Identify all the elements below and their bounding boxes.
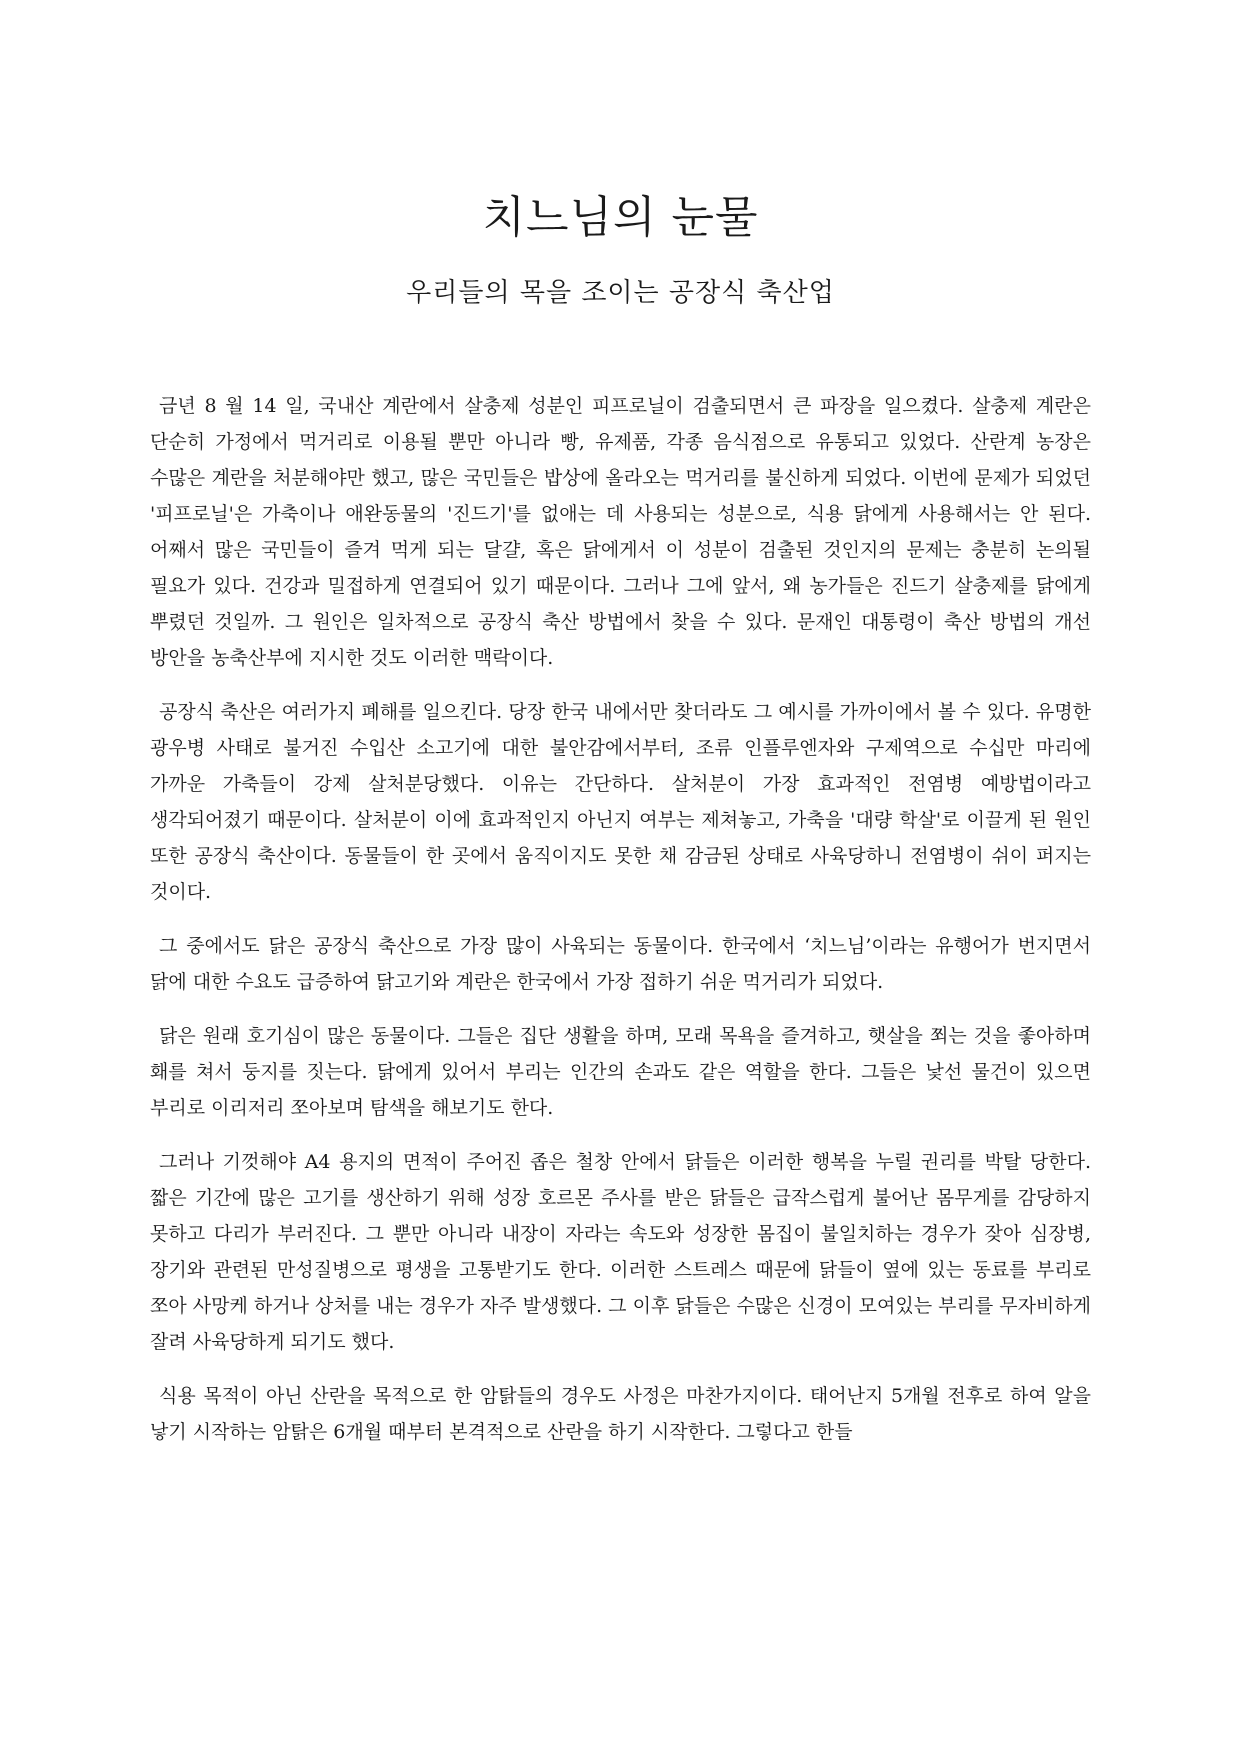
- document-body: [150, 388, 1091, 1468]
- paragraph-2: 공장식 축산은 여러가지 폐해를 일으킨다. 당장 한국 내에서만 찾더라도 그 예시를 가까이에서 볼 수 있다. 유명한 광우병 사태로 불거진 수입산 소고기에 대한 불안감에서부터, 조류 인플루엔자와 구제역으로 수십만 마리에 가까운 가축들이 강제 살처분당했다. 이유는 간단하다. 살처분이 가장 효과적인 전염병 예방법이라고 생각되어졌기 때문이다. 살처분이 이에 효과적인지 아닌지 여부는 제쳐놓고, 가축을 '대량 학살'로 이끌게 된 원인 또한 공장식 축산이다. 동물들이 한 곳에서 움직이지도 못한 채 감금된 상태로 사육당하니 전염병이 쉬이 퍼지는 것이다.: [150, 701, 1091, 903]
- paragraph-6: 식용 목적이 아닌 산란을 목적으로 한 암탉들의 경우도 사정은 마찬가지이다. 태어난지 5개월 전후로 하여 알을 낳기 시작하는 암탉은 6개월 때부터 본격적으로 산란을 하기 시작한다. 그렇다고 한들: [150, 1385, 1091, 1443]
- paragraph-3: 그 중에서도 닭은 공장식 축산으로 가장 많이 사육되는 동물이다. 한국에서 ‘치느님’이라는 유행어가 번지면서 닭에 대한 수요도 급증하여 닭고기와 계란은 한국에서 가장 접하기 쉬운 먹거리가 되었다.: [150, 935, 1091, 993]
- paragraph-5: 그러나 기껏해야 A4 용지의 면적이 주어진 좁은 철창 안에서 닭들은 이러한 행복을 누릴 권리를 박탈 당한다. 짧은 기간에 많은 고기를 생산하기 위해 성장 호르몬 주사를 받은 닭들은 급작스럽게 불어난 몸무게를 감당하지 못하고 다리가 부러진다. 그 뿐만 아니라 내장이 자라는 속도와 성장한 몸집이 불일치하는 경우가 잦아 심장병, 장기와 관련된 만성질병으로 평생을 고통받기도 한다. 이러한 스트레스 때문에 닭들이 옆에 있는 동료를 부리로 쪼아 사망케 하거나 상처를 내는 경우가 자주 발생했다. 그 이후 닭들은 수많은 신경이 모여있는 부리를 무자비하게 잘려 사육당하게 되기도 했다.: [150, 1151, 1091, 1353]
- document-subtitle: 우리들의 목을 조이는 공장식 축산업: [406, 278, 835, 308]
- paragraph-1: 금년 8 월 14 일, 국내산 계란에서 살충제 성분인 피프로닐이 검출되면서 큰 파장을 일으켰다. 살충제 계란은 단순히 가정에서 먹거리로 이용될 뿐만 아니라 빵, 유제품, 각종 음식점으로 유통되고 있었다. 산란계 농장은 수많은 계란을 처분해야만 했고, 많은 국민들은 밥상에 올라오는 먹거리를 불신하게 되었다. 이번에 문제가 되었던 '피프로닐'은 가축이나 애완동물의 '진드기'를 없애는 데 사용되는 성분으로, 식용 닭에게 사용해서는 안 된다. 어째서 많은 국민들이 즐겨 먹게 되는 달걀, 혹은 닭에게서 이 성분이 검출된 것인지의 문제는 충분히 논의될 필요가 있다. 건강과 밀접하게 연결되어 있기 때문이다. 그러나 그에 앞서, 왜 농가들은 진드기 살충제를 닭에게 뿌렸던 것일까. 그 원인은 일차적으로 공장식 축산 방법에서 찾을 수 있다. 문재인 대통령이 축산 방법의 개선 방안을 농축산부에 지시한 것도 이러한 맥락이다.: [150, 395, 1091, 669]
- document-title: 치느님의 눈물: [482, 192, 759, 243]
- paragraph-4: 닭은 원래 호기심이 많은 동물이다. 그들은 집단 생활을 하며, 모래 목욕을 즐겨하고, 햇살을 쬐는 것을 좋아하며 홰를 쳐서 둥지를 짓는다. 닭에게 있어서 부리는 인간의 손과도 같은 역할을 한다. 그들은 낯선 물건이 있으면 부리로 이리저리 쪼아보며 탐색을 해보기도 한다.: [150, 1025, 1091, 1119]
